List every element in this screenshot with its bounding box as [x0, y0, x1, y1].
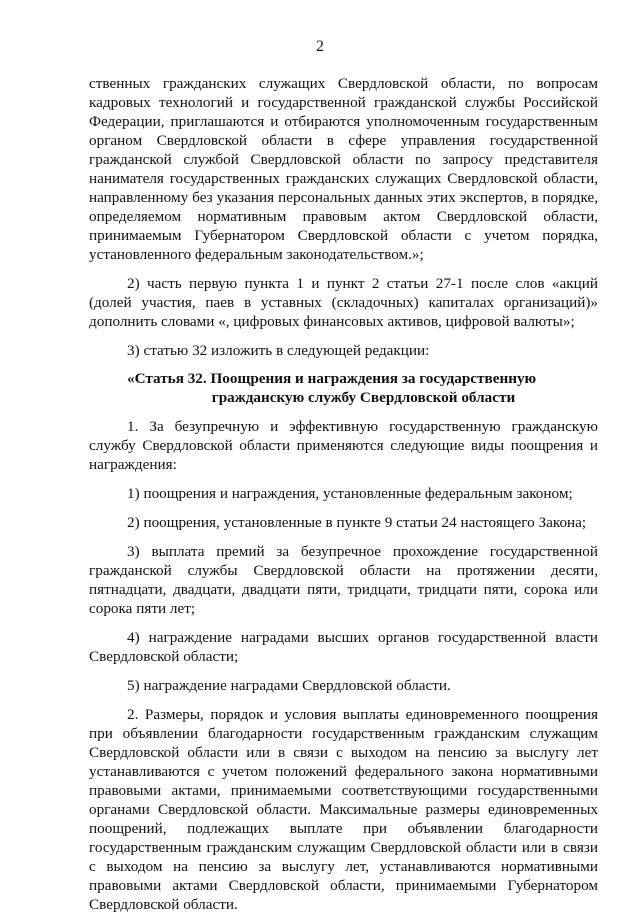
clause-1-item-5: 5) награждение наградами Свердловской области. [127, 677, 451, 694]
clause-1-item-2: 2) поощрения, установленные в пункте 9 статьи 24 настоящего Закона; [127, 514, 587, 531]
document-body [89, 74, 598, 914]
clause-1: 1. За безупречную и эффективную государственную гражданскую службу Свердловской области применяются следующие виды поощрения и награждения: [89, 418, 598, 473]
article-heading [89, 369, 598, 407]
paragraph-continuation: ственных гражданских служащих Свердловской области, по вопросам кадровых технологий и государственной гражданской службы Российской Федерации, приглашаются и отбираются уполномоченным государственным органом Свердловской области в сфере управления государственной гражданской службой Свердловской области по запросу представителя нанимателя государственных гражданских служащих Свердловской области, направленному без указания персональных данных этих экспертов, в порядке, определяемом нормативным правовым актом Свердловской области, принимаемым Губернатором Свердловской области с учетом порядка, установленного федеральным законодательством.»; [89, 75, 598, 263]
clause-1-item-4: 4) награждение наградами высших органов государственной власти Свердловской области; [89, 629, 598, 665]
paragraph-item-3: 3) статью 32 изложить в следующей редакции: [127, 342, 430, 359]
page-number: 2 [316, 38, 324, 55]
clause-1-item-3: 3) выплата премий за безупречное прохождение государственной гражданской службы Свердловской области на протяжении десяти, пятнадцати, двадцати, двадцати пяти, тридцати, тридцати пяти, сорока или сорока пяти лет; [89, 543, 598, 617]
clause-1-item-1: 1) поощрения и награждения, установленные федеральным законом; [127, 485, 573, 502]
article-heading-line-2: гражданскую службу Свердловской области [211, 389, 516, 406]
article-heading-line-1: «Статья 32. Поощрения и награждения за государственную [127, 370, 537, 387]
paragraph-item-2: 2) часть первую пункта 1 и пункт 2 статьи 27-1 после слов «акций (долей участия, паев в уставных (складочных) капиталах организаций)» дополнить словами «, цифровых финансовых активов, цифровой валюты»; [89, 275, 598, 330]
clause-2: 2. Размеры, порядок и условия выплаты единовременного поощрения при объявлении благодарности государственным гражданским служащим Свердловской области или в связи с выходом на пенсию за выслугу лет устанавливаются с учетом положений федерального закона нормативными правовыми актами, принимаемыми соответствующими государственными органами Свердловской области. Максимальные размеры единовременных поощрений, подлежащих выплате при объявлении благодарности государственным гражданским служащим Свердловской области или в связи с выходом на пенсию за выслугу лет, устанавливаются нормативными правовыми актами Свердловской области, принимаемыми Губернатором Свердловской области. [89, 706, 598, 913]
